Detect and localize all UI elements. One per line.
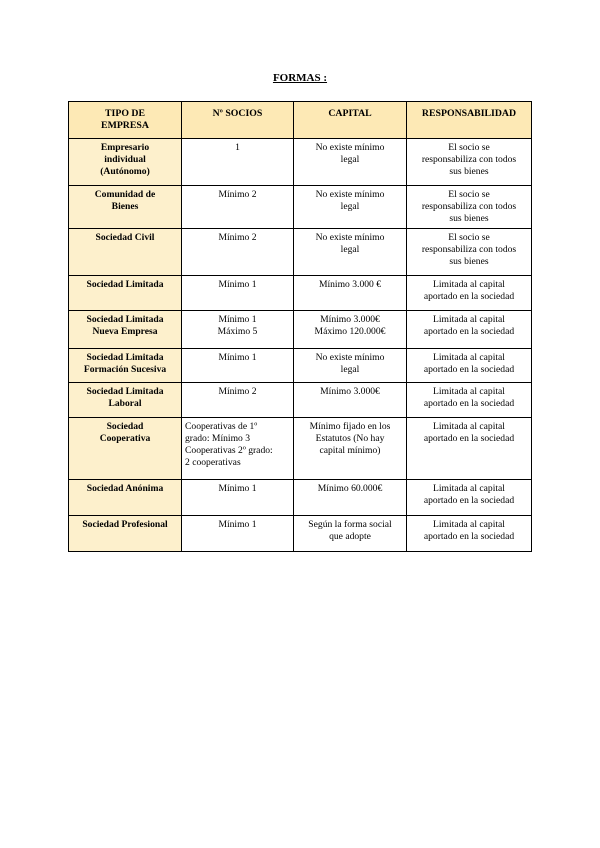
cell-responsabilidad — [407, 311, 532, 349]
cell-capital — [294, 383, 407, 418]
cell-line: No existe mínimo — [315, 189, 385, 200]
cell-line: sus bienes — [449, 166, 489, 177]
cell-line: aportado en la sociedad — [423, 398, 515, 409]
cell-line: aportado en la sociedad — [423, 326, 515, 337]
cell-line: Mínimo 3.000 € — [318, 279, 382, 290]
cell-responsabilidad — [407, 349, 532, 383]
cell-responsabilidad — [407, 383, 532, 418]
cell-line: Mínimo 3.000€ — [320, 386, 380, 397]
cell-capital — [294, 139, 407, 186]
table-row — [69, 276, 532, 311]
cell-line: Limitada al capital — [433, 519, 505, 530]
cell-line: No existe mínimo — [315, 232, 385, 243]
cell-line: Mínimo fijado en los — [309, 421, 391, 432]
table-row — [69, 229, 532, 276]
cell-tipo-empresa — [69, 311, 182, 349]
cell-line: Cooperativas 2º grado: — [185, 445, 273, 456]
cell-num-socios — [182, 186, 294, 229]
cell-capital — [294, 276, 407, 311]
cell-line: Sociedad Limitada — [86, 279, 164, 290]
cell-line: responsabiliza con todos — [421, 201, 517, 212]
header-row — [69, 102, 532, 139]
cell-line: Sociedad Profesional — [82, 519, 168, 530]
cell-tipo-empresa — [69, 229, 182, 276]
cell-line: Limitada al capital — [433, 279, 505, 290]
table-row — [69, 349, 532, 383]
cell-line: Limitada al capital — [433, 421, 505, 432]
cell-line: legal — [340, 154, 360, 165]
cell-line: Mínimo 3.000€ — [320, 314, 380, 325]
cell-num-socios — [182, 311, 294, 349]
header-capital: CAPITAL — [294, 102, 407, 139]
cell-line: El socio se — [448, 232, 490, 243]
cell-capital — [294, 229, 407, 276]
cell-line: No existe mínimo — [315, 352, 385, 363]
cell-line: legal — [340, 201, 360, 212]
cell-line: Mínimo 1 — [218, 314, 257, 325]
cell-num-socios — [182, 383, 294, 418]
cell-line: Sociedad Limitada — [86, 352, 164, 363]
table-row — [69, 480, 532, 516]
cell-capital — [294, 480, 407, 516]
cell-capital — [294, 516, 407, 552]
cell-num-socios — [182, 418, 294, 480]
cell-tipo-empresa — [69, 349, 182, 383]
cell-responsabilidad — [407, 139, 532, 186]
cell-line: aportado en la sociedad — [423, 531, 515, 542]
cell-line: que adopte — [329, 531, 371, 542]
cell-capital — [294, 349, 407, 383]
cell-tipo-empresa — [69, 480, 182, 516]
cell-line: Empresario — [100, 142, 150, 153]
header-num-socios: Nº SOCIOS — [182, 102, 294, 139]
cell-line: Limitada al capital — [433, 314, 505, 325]
cell-line: No existe mínimo — [315, 142, 385, 153]
cell-num-socios — [182, 229, 294, 276]
cell-capital — [294, 418, 407, 480]
cell-line: Cooperativa — [99, 433, 151, 444]
cell-tipo-empresa — [69, 139, 182, 186]
table-row — [69, 311, 532, 349]
cell-line: legal — [340, 364, 360, 375]
cell-line: responsabiliza con todos — [421, 154, 517, 165]
cell-num-socios — [182, 516, 294, 552]
cell-responsabilidad — [407, 480, 532, 516]
cell-line: Según la forma social — [308, 519, 392, 530]
cell-line: Sociedad Limitada — [86, 386, 164, 397]
cell-line: Mínimo 1 — [218, 352, 257, 363]
cell-num-socios — [182, 139, 294, 186]
cell-line: Estatutos (No hay — [315, 433, 385, 444]
header-responsabilidad: RESPONSABILIDAD — [407, 102, 532, 139]
cell-line: Comunidad de — [94, 189, 156, 200]
cell-capital — [294, 186, 407, 229]
table-row — [69, 139, 532, 186]
cell-responsabilidad — [407, 276, 532, 311]
cell-line: Sociedad Limitada — [86, 314, 164, 325]
formas-table — [68, 101, 532, 552]
cell-line: grado: Mínimo 3 — [185, 433, 251, 444]
header-tipo-empresa: TIPO DE EMPRESA — [69, 102, 182, 139]
table-row — [69, 516, 532, 552]
cell-line: Formación Sucesiva — [83, 364, 167, 375]
cell-line: Mínimo 1 — [218, 519, 257, 530]
table-row — [69, 383, 532, 418]
cell-responsabilidad — [407, 516, 532, 552]
cell-line: Mínimo 2 — [218, 189, 257, 200]
cell-line: individual — [104, 154, 146, 165]
cell-line: Cooperativas de 1º — [185, 421, 258, 432]
cell-line: Bienes — [111, 201, 139, 212]
cell-responsabilidad — [407, 229, 532, 276]
cell-line: El socio se — [448, 189, 490, 200]
cell-line: sus bienes — [449, 256, 489, 267]
cell-line: El socio se — [448, 142, 490, 153]
cell-line: Sociedad Anónima — [86, 483, 164, 494]
cell-line: Sociedad Civil — [95, 232, 155, 243]
cell-line: 2 cooperativas — [185, 457, 241, 468]
cell-line: legal — [340, 244, 360, 255]
table-body — [69, 139, 532, 552]
cell-num-socios — [182, 349, 294, 383]
cell-line: sus bienes — [449, 213, 489, 224]
cell-line: Máximo 120.000€ — [314, 326, 386, 337]
table-row — [69, 418, 532, 480]
cell-tipo-empresa — [69, 276, 182, 311]
cell-line: (Autónomo) — [100, 166, 150, 177]
cell-line: Sociedad — [106, 421, 144, 432]
cell-line: Laboral — [108, 398, 142, 409]
cell-line: Mínimo 1 — [218, 279, 257, 290]
cell-line: aportado en la sociedad — [423, 495, 515, 506]
cell-responsabilidad — [407, 186, 532, 229]
cell-line: Nueva Empresa — [92, 326, 158, 337]
cell-line: aportado en la sociedad — [423, 433, 515, 444]
cell-num-socios — [182, 276, 294, 311]
cell-line: responsabiliza con todos — [421, 244, 517, 255]
cell-capital — [294, 311, 407, 349]
cell-tipo-empresa — [69, 418, 182, 480]
page-title: FORMAS : — [272, 72, 328, 84]
cell-line: Limitada al capital — [433, 352, 505, 363]
cell-line: aportado en la sociedad — [423, 364, 515, 375]
cell-num-socios — [182, 480, 294, 516]
cell-line: Mínimo 60.000€ — [317, 483, 383, 494]
cell-line: Mínimo 1 — [218, 483, 257, 494]
cell-responsabilidad — [407, 418, 532, 480]
cell-line: Limitada al capital — [433, 483, 505, 494]
cell-line: 1 — [235, 142, 240, 153]
cell-line: Mínimo 2 — [218, 232, 257, 243]
cell-line: aportado en la sociedad — [423, 291, 515, 302]
cell-tipo-empresa — [69, 516, 182, 552]
cell-line: Limitada al capital — [433, 386, 505, 397]
cell-line: Mínimo 2 — [218, 386, 257, 397]
cell-tipo-empresa — [69, 186, 182, 229]
cell-line: capital mínimo) — [319, 445, 381, 456]
cell-tipo-empresa — [69, 383, 182, 418]
cell-line: Máximo 5 — [217, 326, 258, 337]
table-row — [69, 186, 532, 229]
